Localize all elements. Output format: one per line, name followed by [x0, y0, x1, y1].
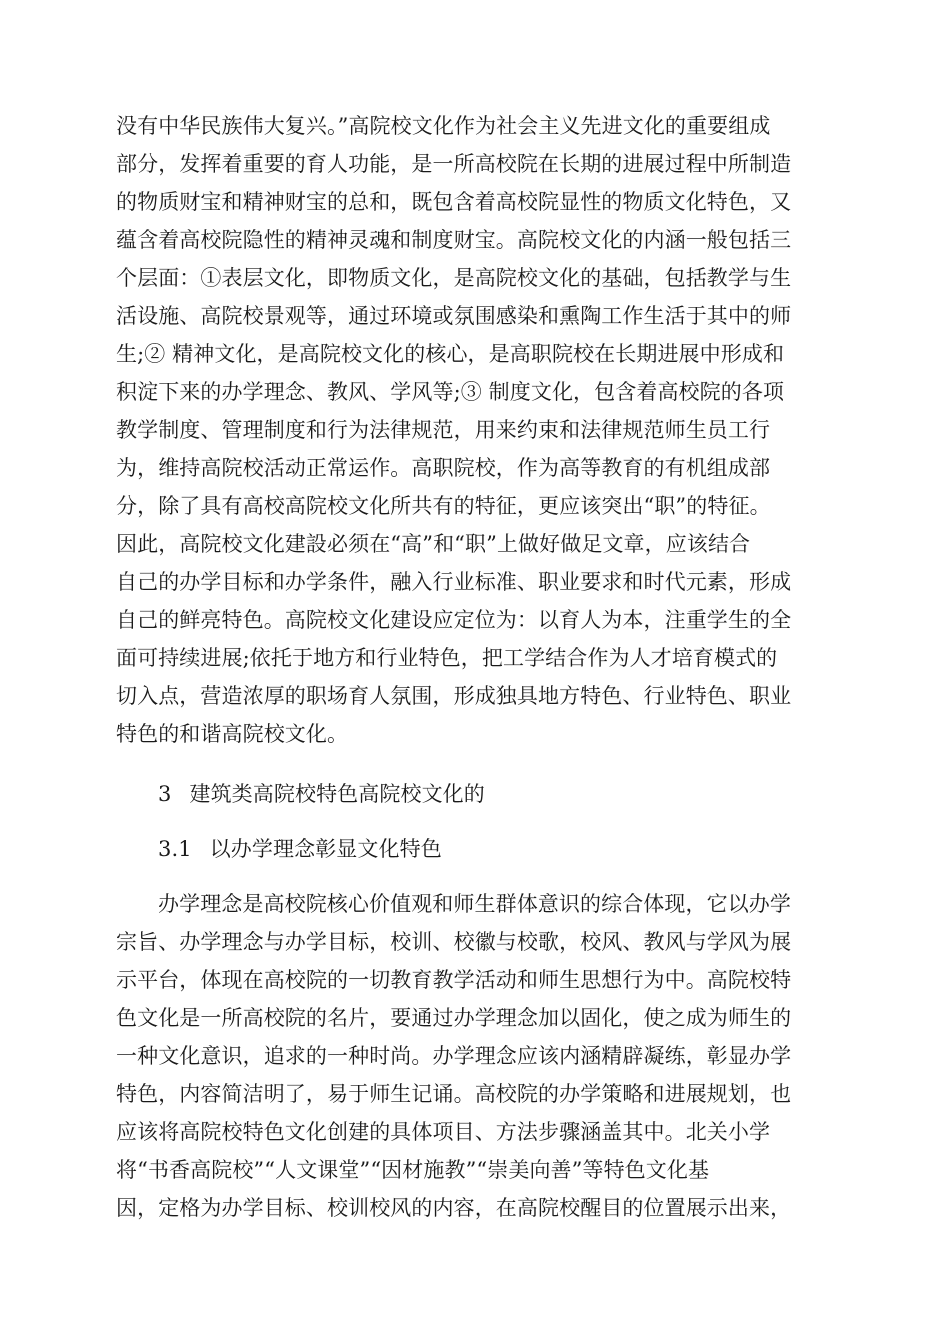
text-line: 切入点，营造浓厚的职场育人氛围，形成独具地方特色、行业特色、职业: [116, 684, 792, 708]
subsection-number: 3.1: [158, 837, 192, 861]
text-line: 示平台，体现在高校院的一切教育教学活动和师生思想行为中。高院校特: [116, 968, 792, 992]
section-heading-3: [116, 775, 836, 813]
text-line: 因此，高院校文化建設必须在“高”和“职”上做好做足文章，应该结合: [116, 532, 751, 556]
text-line: 特色，内容简洁明了，易于师生记诵。高校院的办学策略和进展规划，也: [116, 1082, 792, 1106]
text-line: 分，除了具有高校高院校文化所共有的特征，更应该突出“职”的特征。: [116, 494, 771, 518]
text-line: 积淀下来的办学理念、教风、学风等;③ 制度文化，包含着高校院的各项: [116, 380, 785, 404]
text-line: 活设施、高院校景观等，通过环境或氛围感染和熏陶工作生活于其中的师: [116, 304, 792, 328]
text-line: 没有中华民族伟大复兴。”高院校文化作为社会主义先进文化的重要组成: [116, 114, 771, 138]
text-line: 个层面：①表层文化，即物质文化，是高院校文化的基础，包括教学与生: [116, 266, 792, 290]
text-line: 自己的办学目标和办学条件，融入行业标准、职业要求和时代元素，形成: [116, 570, 792, 594]
text-line: 生;② 精神文化，是高院校文化的核心，是高职院校在长期进展中形成和: [116, 342, 785, 366]
section-title: 建筑类高院校特色高院校文化的: [189, 782, 485, 806]
paragraph-school-philosophy: [116, 885, 836, 1227]
text-line: 因，定格为办学目标、校训校风的内容，在高院校醒目的位置展示出来，: [116, 1196, 792, 1220]
text-line: 将“书香高院校”“人文课堂”“因材施教”“崇美向善”等特色文化基: [116, 1158, 710, 1182]
text-line: 蕴含着高校院隐性的精神灵魂和制度财宝。高院校文化的内涵一般包括三: [116, 228, 792, 252]
paragraph-culture-definition: [116, 107, 836, 753]
text-line: 宗旨、办学理念与办学目标，校训、校徽与校歌，校风、教风与学风为展: [116, 930, 792, 954]
text-line: 教学制度、管理制度和行为法律规范，用来约束和法律规范师生员工行: [116, 418, 771, 442]
text-line: 为，维持高院校活动正常运作。高职院校，作为高等教育的有机组成部: [116, 456, 771, 480]
text-line: 特色的和谐高院校文化。: [116, 722, 349, 746]
text-line: 的物质财宝和精神财宝的总和，既包含着高校院显性的物质文化特色，又: [116, 190, 792, 214]
text-line: 面可持续进展;依托于地方和行业特色，把工学结合作为人才培育模式的: [116, 646, 778, 670]
text-line: 色文化是一所高校院的名片，要通过办学理念加以固化，使之成为师生的: [116, 1006, 792, 1030]
text-line: 一种文化意识，追求的一种时尚。办学理念应该内涵精辟凝练，彰显办学: [116, 1044, 792, 1068]
text-line: 自己的鲜亮特色。高院校文化建设应定位为：以育人为本，注重学生的全: [116, 608, 792, 632]
subsection-title: 以办学理念彰显文化特色: [209, 837, 442, 861]
text-line: 办学理念是高校院核心价值观和师生群体意识的综合体现，它以办学: [158, 892, 791, 916]
subsection-heading: [116, 830, 836, 868]
text-line: 应该将高院校特色文化创建的具体项目、方法步骤涵盖其中。北关小学: [116, 1120, 771, 1144]
section-heading: [116, 775, 836, 813]
text-line: 部分，发挥着重要的育人功能，是一所高校院在长期的进展过程中所制造: [116, 152, 792, 176]
section-heading-3-1: [116, 830, 836, 868]
section-number: 3: [158, 782, 172, 806]
